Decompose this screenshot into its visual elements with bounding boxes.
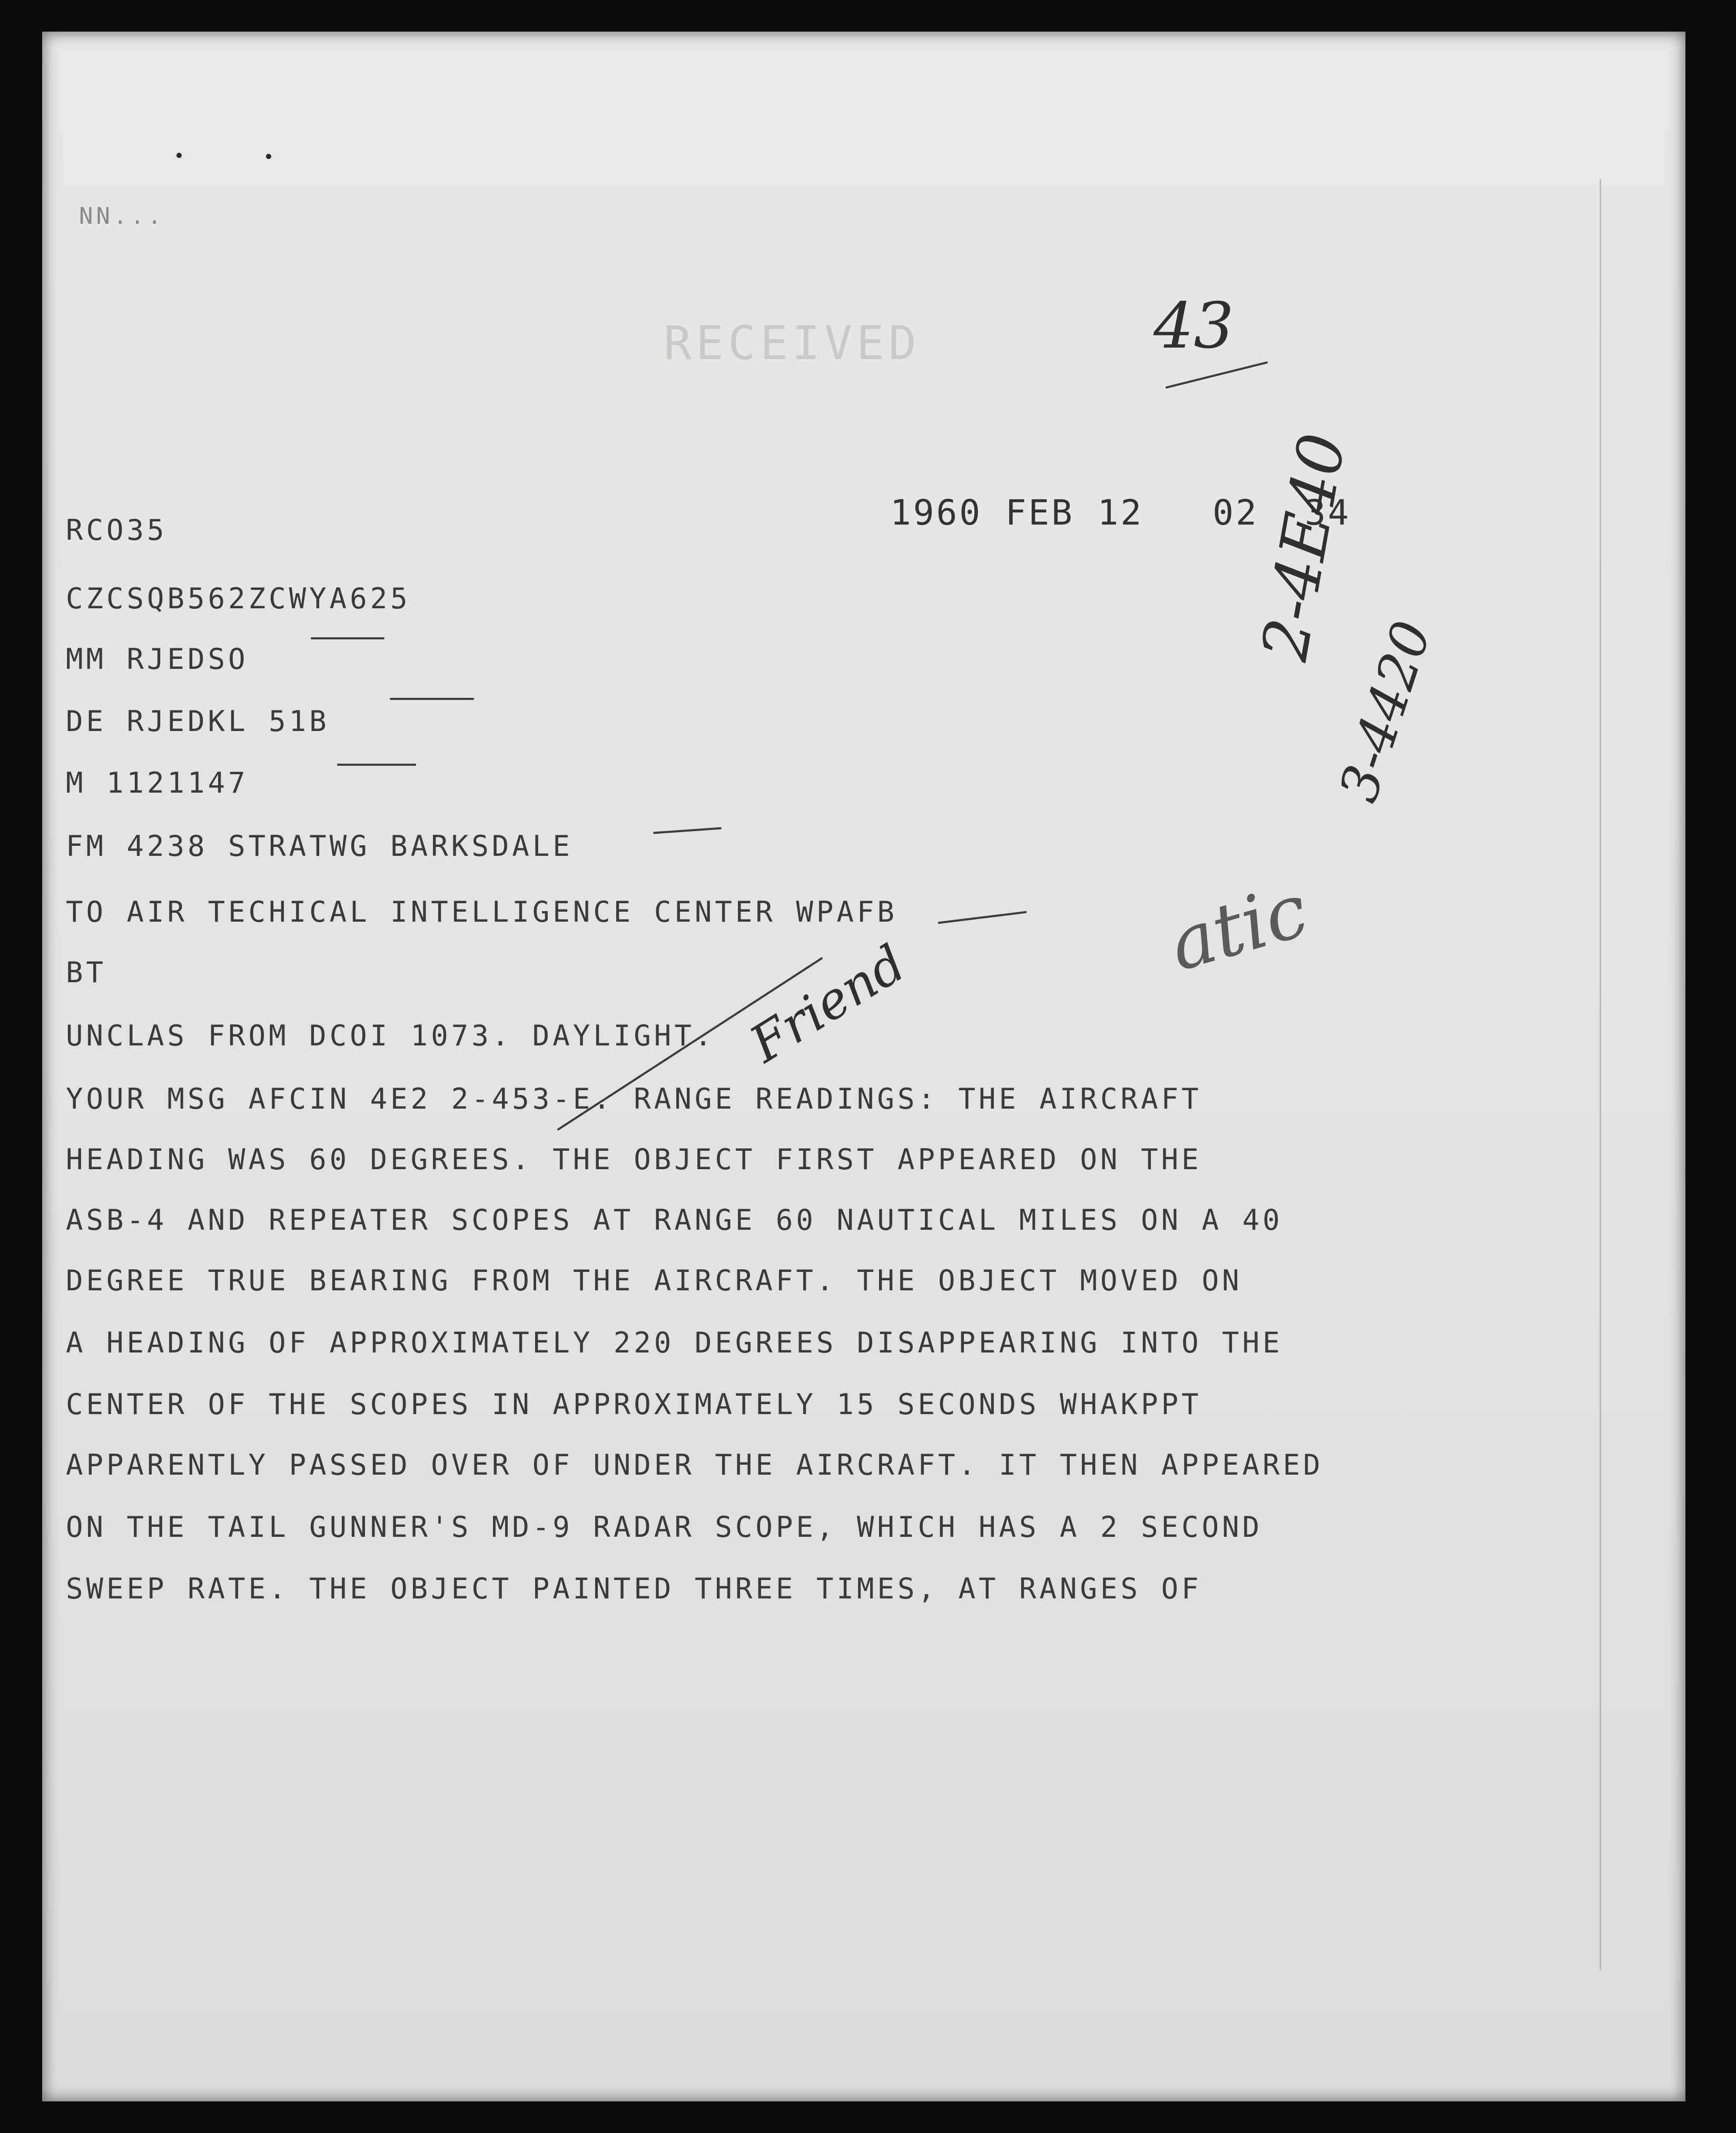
message-line: BT bbox=[66, 956, 107, 989]
punch-dot bbox=[266, 154, 271, 159]
message-line: HEADING WAS 60 DEGREES. THE OBJECT FIRST APPEARED ON THE bbox=[66, 1143, 1202, 1176]
message-line: DEGREE TRUE BEARING FROM THE AIRCRAFT. THE OBJECT MOVED ON bbox=[66, 1264, 1242, 1297]
message-line: DE RJEDKL 51B bbox=[66, 705, 330, 738]
message-line: TO AIR TECHICAL INTELLIGENCE CENTER WPAFB bbox=[66, 895, 897, 929]
message-line: M 1121147 bbox=[66, 766, 249, 799]
received-datetime-stamp: 1960 FEB 12 02 34 bbox=[890, 492, 1351, 533]
message-line: CZCSQB562ZCWYA625 bbox=[66, 582, 411, 615]
message-line: UNCLAS FROM DCOI 1073. DAYLIGHT. bbox=[66, 1019, 715, 1052]
message-line: MM RJEDSO bbox=[66, 643, 249, 676]
scan-edge-line bbox=[1600, 179, 1601, 1970]
received-ghost-stamp: RECEIVED bbox=[664, 316, 921, 370]
underline-mark bbox=[337, 764, 416, 766]
message-line: ASB-4 AND REPEATER SCOPES AT RANGE 60 NAUTICAL MILES ON A 40 bbox=[66, 1203, 1283, 1237]
message-line: ON THE TAIL GUNNER'S MD-9 RADAR SCOPE, WHICH HAS A 2 SECOND bbox=[66, 1510, 1263, 1544]
page-number-handwritten: 43 bbox=[1153, 290, 1234, 363]
friend-handwritten: Friend bbox=[739, 933, 916, 1074]
underline-mark bbox=[311, 637, 384, 639]
atic-handwritten: atic bbox=[1160, 867, 1317, 989]
underline-mark bbox=[390, 698, 474, 700]
message-line: FM 4238 STRATWG BARKSDALE bbox=[66, 829, 573, 863]
message-line: CENTER OF THE SCOPES IN APPROXIMATELY 15 SECONDS WHAKPPT bbox=[66, 1388, 1202, 1421]
document-page bbox=[42, 32, 1685, 2101]
message-line: APPARENTLY PASSED OVER OF UNDER THE AIRCRAFT. IT THEN APPEARED bbox=[66, 1448, 1324, 1482]
page-number-underline bbox=[1165, 361, 1268, 389]
corner-mark: NN... bbox=[79, 203, 165, 230]
message-line: RCO35 bbox=[66, 514, 167, 547]
file-ref-handwritten-1: 2-4E40 bbox=[1248, 428, 1360, 666]
file-ref-handwritten-2: 3-4420 bbox=[1327, 614, 1444, 809]
message-line: YOUR MSG AFCIN 4E2 2-453-E. RANGE READINGS: THE AIRCRAFT bbox=[66, 1082, 1202, 1115]
punch-dot bbox=[176, 153, 182, 158]
message-line: SWEEP RATE. THE OBJECT PAINTED THREE TIMES, AT RANGES OF bbox=[66, 1572, 1202, 1605]
message-line: A HEADING OF APPROXIMATELY 220 DEGREES DISAPPEARING INTO THE bbox=[66, 1326, 1283, 1359]
